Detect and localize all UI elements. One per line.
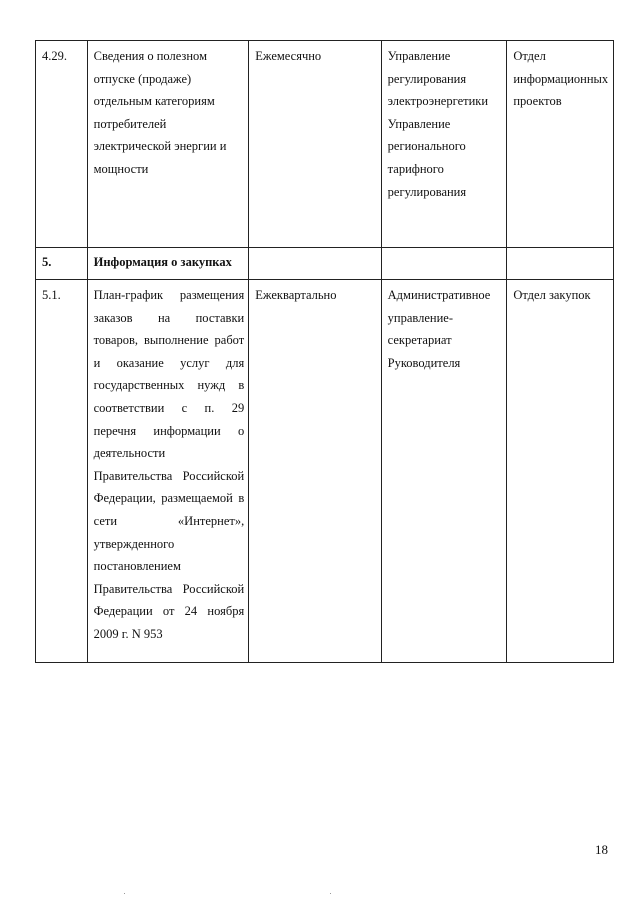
table-row bbox=[36, 280, 614, 663]
responsible-department: Отдел информационных проектов bbox=[507, 41, 614, 248]
section-title: Информация о закупках bbox=[87, 248, 249, 280]
scan-speck bbox=[330, 893, 331, 894]
scan-speck bbox=[124, 893, 125, 894]
responsible-department: Отдел закупок bbox=[507, 280, 614, 663]
section-row bbox=[36, 248, 614, 280]
section-responsible bbox=[381, 248, 507, 280]
responsible-unit: Управление регулирования электроэнергетики Управление регионального тарифного регулирования bbox=[381, 41, 507, 248]
table-row bbox=[36, 41, 614, 248]
row-number: 4.29. bbox=[36, 41, 88, 248]
responsible-unit: Административное управление-секретариат Руководителя bbox=[381, 280, 507, 663]
update-period: Ежемесячно bbox=[249, 41, 381, 248]
info-name: Сведения о полезном отпуске (продаже) отдельным категориям потребителей электрической энергии и мощности bbox=[87, 41, 249, 248]
section-number: 5. bbox=[36, 248, 88, 280]
row-number: 5.1. bbox=[36, 280, 88, 663]
update-period: Ежеквартально bbox=[249, 280, 381, 663]
page-number: 18 bbox=[595, 842, 608, 857]
info-name: План-график размещения заказов на поставки товаров, выполнение работ и оказание услуг для государственных нужд в соответствии с п. 29 перечня информации о деятельности Правительства Российской Федерации, размещаемой в сети «Интернет», утвержденного постановлением Правительства Российской Федерации от 24 ноября 2009 г. N 953 bbox=[87, 280, 249, 663]
document-table bbox=[35, 40, 614, 663]
section-department bbox=[507, 248, 614, 280]
section-period bbox=[249, 248, 381, 280]
